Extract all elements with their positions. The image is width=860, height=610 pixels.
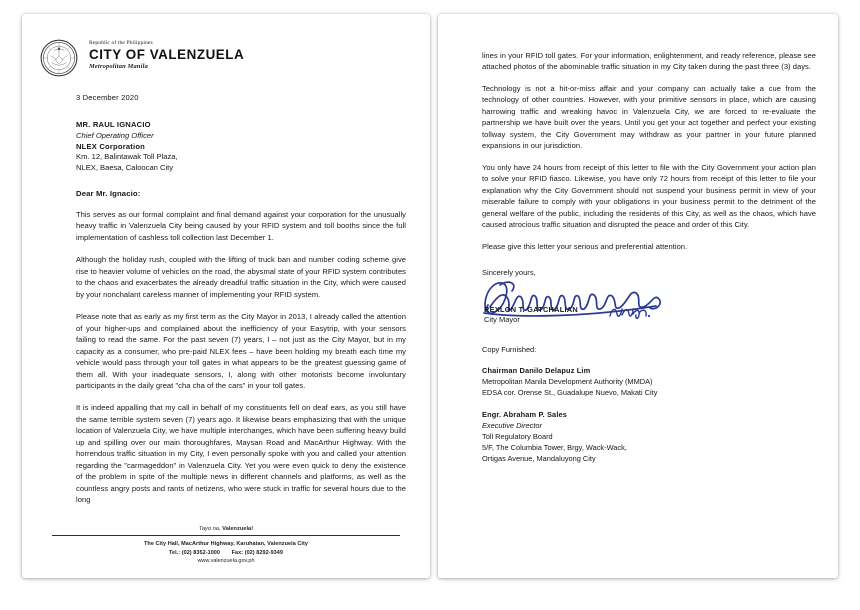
cf-address-2: Ortigas Avenue, Mandaluyong City: [482, 453, 596, 463]
body-paragraph: It is indeed appalling that my call in behalf of my constituents fell on deaf ears, as you still have the same terrible system seven (7) years ago. It likewise bears emphasizing that with the unique location of Valenzuela City, we have multiple interchanges, which have been suffering heavy build up and spilling over our main thoroughfares, Maysan Road and MacArthur Highway. With the horrendous traffic situation in my City, I even personally spoke with you and called your attention regarding the "carmageddon" in Valenzuela City. Yet you were even quick to deny the existence of the problem in spite of the multiple news in different channels and platforms, as well as the countless angry posts and rants of netizens, who were stuck in traffic for several hours due to the long: [76, 403, 406, 505]
cf-position: Executive Director: [482, 421, 542, 431]
letterhead-republic: Republic of the Philippines: [89, 40, 153, 46]
cf-address: EDSA cor. Orense St., Guadalupe Nuevo, Makati City: [482, 387, 658, 397]
footer-address: The City Hall, MacArthur Highway, Karuhatan, Valenzuela City: [144, 541, 308, 548]
recipient-block: [76, 120, 406, 174]
copy-furnished-label: Copy Furnished:: [482, 345, 537, 355]
signatory-title: City Mayor: [484, 315, 520, 325]
handwritten-initials-icon: [608, 303, 652, 321]
letterhead: [22, 14, 430, 77]
body-paragraph: Technology is not a hit-or-miss affair and your company can actually take a cue from the technology of other countries. However, with your primitive sensors in place, which are causing harrowing traffic and wreaking havoc in Valenzuela City, we are forced to re-evaluate the partnership we have built over the years. Until you get your act together and perfect your existing tollway system, the City Government may withdraw as your partner in your future planned expansions in our jurisdiction.: [482, 83, 816, 151]
signature-block: [482, 279, 816, 323]
letterhead-city: CITY OF VALENZUELA: [89, 46, 245, 62]
cf-name: Chairman Danilo Delapuz Lim: [482, 366, 591, 376]
recipient-company: NLEX Corporation: [76, 141, 146, 151]
recipient-position: Chief Operating Officer: [76, 130, 154, 140]
copy-furnished-entry: [482, 366, 816, 398]
body-paragraph: Please give this letter your serious and preferential attention.: [482, 241, 688, 251]
body-paragraph: This serves as our formal complaint and final demand against your corporation for the unusually heavy traffic in Valenzuela City being caused by your RFID system and toll booths since the full implementation of cashless toll collection last December 1.: [76, 209, 406, 242]
city-slogan: Tayo na, Valenzuela!: [198, 526, 254, 533]
closing-line: Sincerely yours,: [482, 268, 536, 278]
city-seal-icon: [40, 39, 78, 77]
letterhead-region: Metropolitan Manila: [89, 62, 149, 70]
recipient-name: MR. RAUL IGNACIO: [76, 120, 151, 129]
letter-date: 3 December 2020: [76, 93, 139, 102]
cf-org: Toll Regulatory Board: [482, 432, 553, 442]
salutation: Dear Mr. Ignacio:: [76, 188, 141, 198]
page-footer: [22, 526, 430, 565]
signatory-name: REXLON T. GATCHALIAN: [484, 305, 578, 315]
footer-website: www.valenzuela.gov.ph: [197, 557, 255, 564]
body-paragraph: lines in your RFID toll gates. For your information, enlightenment, and ready reference, please see attached photos of the abominable traffic situation in my City taken during the past three (3) days.: [482, 51, 816, 72]
body-paragraph: Although the holiday rush, coupled with the lifting of truck ban and number coding scheme give rise to heavier volume of vehicles on the road, the abysmal state of your RFID system contributes to the chaos and exacerbates the already dreadful traffic situation in the City, which were caused by your nonchalant careless manner of implementing your RFID system.: [76, 255, 406, 299]
body-paragraph: You only have 24 hours from receipt of this letter to file with the City Government your action plan to solve your RFID fiasco. Likewise, you have only 72 hours from receipt of this letter to file your explanation why the City Government should not suspend your business permit in view of your miserable failure to comply with your obligations in your business permit to the detriment of the general welfare of the public, including the residents of this City, as well as the chaos, which have caused atrocious traffic situation and disrupted the peace and order of this City.: [482, 162, 816, 230]
recipient-address-line-2: NLEX, Baesa, Caloocan City: [76, 163, 174, 173]
cf-org: Metropolitan Manila Development Authority (MMDA): [482, 376, 653, 386]
footer-fax: Fax: (02) 8292-9349: [231, 549, 284, 556]
body-paragraph: Please note that as early as my first term as the City Mayor in 2013, I already called the attention of your higher-ups and complained about the inefficiency of your Easytrip, with your sensors failing to read the same. For the past seven (7) years, I – not just as the City Mayor, but in my capacity as a consumer, who pre-paid NLEX fees – have been holding my breath each time my vehicle would pass through your toll gates in what appears to be the greatest guessing game of them all. With your inadequate sensors, I, along with other motorists become involuntary participants in the daily great "cha cha of the cars" in your toll gates.: [76, 312, 406, 390]
letter-page-2: [438, 14, 838, 578]
cf-address: 5/F, The Columbia Tower, Brgy, Wack-Wack,: [482, 442, 627, 452]
footer-contact: [22, 549, 430, 557]
letter-page-1: [22, 14, 430, 578]
footer-tel: Tel.: (02) 8352-1000: [168, 549, 221, 556]
footer-divider: [52, 535, 400, 536]
cf-name: Engr. Abraham P. Sales: [482, 410, 568, 420]
recipient-address-line-1: Km. 12, Balintawak Toll Plaza,: [76, 152, 178, 162]
copy-furnished-entry: [482, 410, 816, 464]
